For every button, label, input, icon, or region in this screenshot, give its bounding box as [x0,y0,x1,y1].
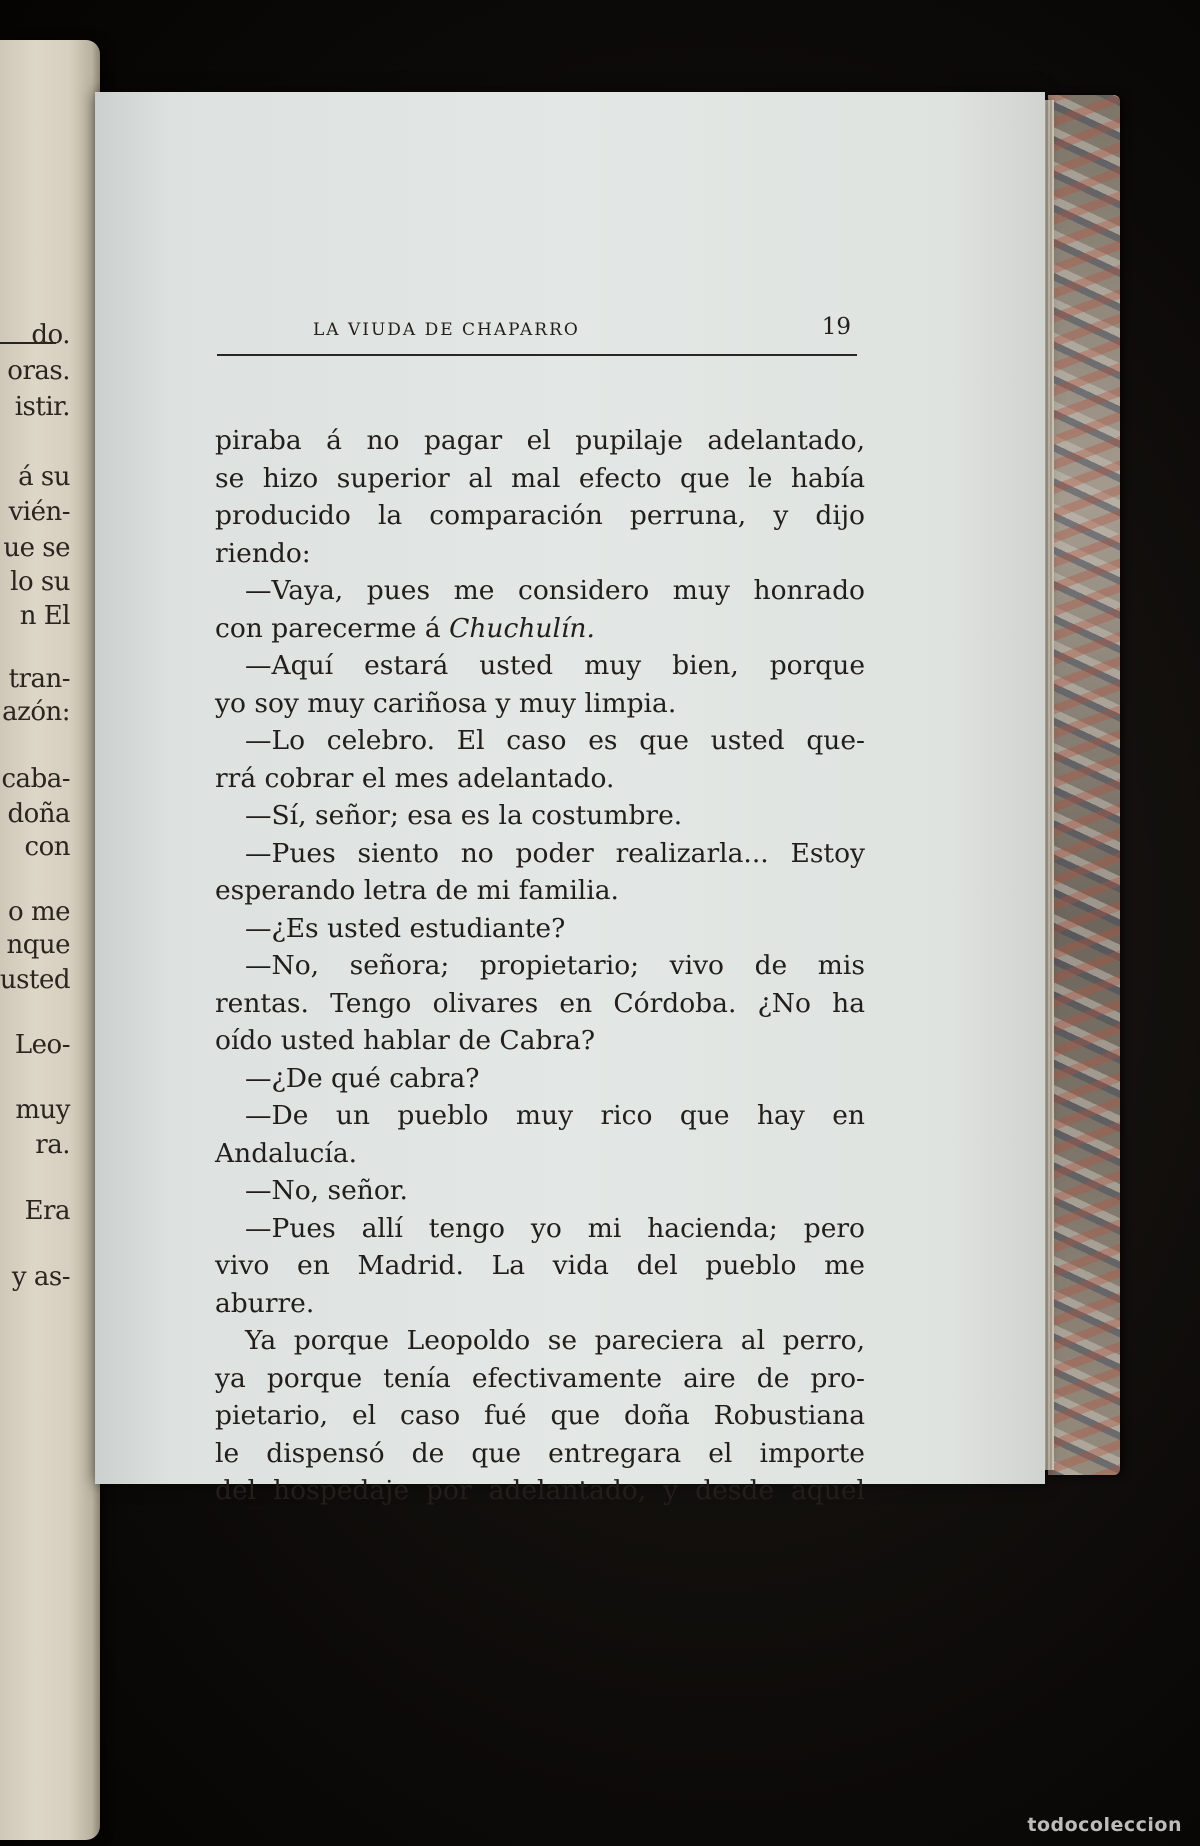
previous-page-fragment: tran- [8,664,70,694]
body-text [215,340,865,1510]
text-line: le dispensó de que entregara el importe [215,1437,865,1469]
text-line: pietario, el caso fué que doña Robustiana [215,1400,865,1431]
previous-page-fragment: do. [31,320,70,350]
previous-page-fragment: nque [6,930,70,960]
previous-page-fragment: o me [8,897,70,927]
previous-page-fragment: ra. [35,1130,70,1160]
text-line: yo soy muy cariñosa y muy limpia. [215,687,677,719]
text-line: oído usted hablar de Cabra? [215,1025,596,1056]
text-line: —Pues siento no poder realizarla... Estoy [245,837,865,869]
text-line: —¿De qué cabra? [245,1062,480,1094]
previous-page-fragment: lo su [10,567,70,597]
italic-name: Chuchulín. [449,612,595,644]
watermark: todocoleccion [1027,1814,1182,1836]
previous-page-fragment: n El [19,601,70,631]
text-line: del hospedaje por adelantado, y desde aquel [215,1475,865,1506]
previous-page-fragment: azón: [2,697,70,727]
text-line: Ya porque Leopoldo se pareciera al perro, [245,1325,865,1356]
previous-page-fragment: caba- [1,764,70,794]
text-line: —Lo celebro. El caso es que usted que- [245,725,865,756]
previous-page-fragment: á su [18,462,70,492]
previous-page-fragment: oras. [7,356,70,386]
marbled-cover-edge [1048,95,1120,1475]
text-line: —De un pueblo muy rico que hay en [245,1100,865,1131]
previous-page-fragment: doña [7,799,70,829]
book-page [95,92,1045,1506]
previous-page-fragment: con [24,832,70,862]
text-line: ya porque tenía efectivamente aire de pro- [215,1362,865,1394]
text-line: se hizo superior al mal efecto que le había [215,462,865,494]
previous-page-fragment: istir. [14,392,70,422]
text-line: rrá cobrar el mes adelantado. [215,762,615,794]
text-line: producido la comparación perruna, y dijo [215,500,865,531]
previous-page-fragment: y as- [11,1262,70,1292]
text-line: —Sí, señor; esa es la costumbre. [245,800,683,831]
previous-page-fragment: muy [15,1095,70,1125]
text-line: esperando letra de mi familia. [215,875,619,906]
previous-page-edge [0,40,100,1840]
text-line: —¿Es usted estudiante? [245,912,566,944]
previous-page-fragment: usted [0,965,70,995]
text-line: —No, señora; propietario; vivo de mis [245,950,865,981]
text-line: —Vaya, pues me considero muy honrado [245,575,865,606]
text-line: riendo: [215,537,311,569]
text-line: vivo en Madrid. La vida del pueblo me [215,1250,865,1281]
previous-page-fragment: Leo- [14,1030,70,1060]
text-line: rentas. Tengo olivares en Córdoba. ¿No ha [215,987,865,1019]
text-line: —Pues allí tengo yo mi hacienda; pero [245,1212,865,1244]
text-line: —Aquí estará usted muy bien, porque [245,650,865,681]
text-line: Andalucía. [215,1137,358,1169]
text-line: piraba á no pagar el pupilaje adelantado, [215,425,865,456]
previous-page-fragment: ue se [3,533,70,563]
text-line: aburre. [215,1287,315,1319]
text-line: con parecerme á Chuchulín. [215,612,595,644]
page-number: 19 [821,314,851,340]
previous-page-fragment: vién- [8,497,70,527]
previous-page-fragment: Era [24,1196,70,1226]
running-title: LA VIUDA DE CHAPARRO [313,320,580,340]
text-line: —No, señor. [245,1175,408,1206]
